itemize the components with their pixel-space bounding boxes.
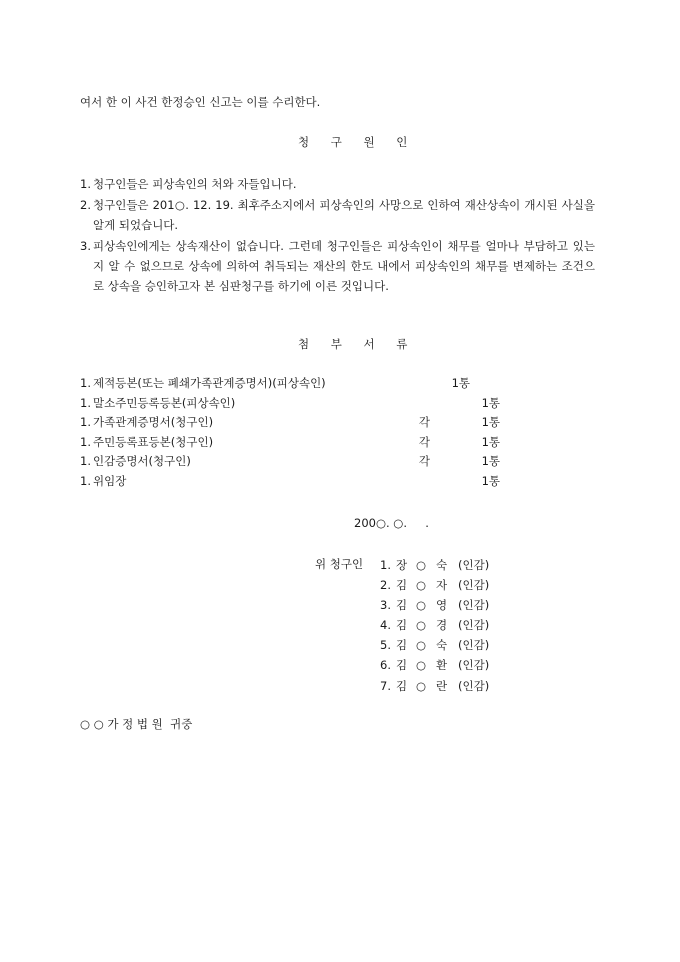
attachment-quantity: 1통	[481, 454, 500, 469]
court-addressee: ○ ○ 가 정 법 원 귀중	[80, 717, 193, 731]
attachment-name: 인감증명서(청구인)	[93, 454, 191, 469]
claimant-mid: ○	[416, 558, 427, 572]
claimant-given: 자	[436, 578, 448, 592]
claimant-surname: 김	[396, 578, 408, 592]
attachment-each: 각	[418, 454, 430, 469]
attachment-name: 위임장	[93, 473, 127, 488]
attachment-item	[80, 433, 520, 453]
seal-mark: (인감)	[458, 578, 490, 592]
item-number: 1.	[80, 395, 91, 410]
attachment-item	[80, 472, 520, 492]
claimant-surname: 김	[396, 598, 408, 612]
claimant-row	[380, 676, 489, 696]
seal-mark: (인감)	[458, 558, 490, 572]
claimant-name	[396, 676, 458, 696]
claimant-given: 란	[436, 679, 448, 693]
claimant-name	[396, 635, 458, 655]
attachments-heading: 첨 부 서 류	[298, 337, 417, 351]
claimant-mid: ○	[416, 618, 427, 632]
claimant-mid: ○	[416, 679, 427, 693]
claimant-given: 환	[436, 658, 448, 672]
claimant-row	[380, 635, 489, 655]
attachment-quantity: 1통	[481, 434, 500, 449]
claimant-row	[380, 655, 489, 675]
attachment-quantity: 1통	[481, 395, 500, 410]
claimant-name	[396, 575, 458, 595]
claimant-surname: 김	[396, 638, 408, 652]
claimant-label: 위 청구인	[315, 557, 364, 571]
attachment-item	[80, 452, 520, 472]
claimant-row	[380, 555, 489, 575]
item-number: 1.	[80, 177, 91, 191]
claimant-mid: ○	[416, 638, 427, 652]
item-number: 3.	[80, 239, 91, 253]
claimant-surname: 장	[396, 558, 408, 572]
claimant-number: 3.	[380, 598, 391, 612]
claimant-mid: ○	[416, 598, 427, 612]
claimant-mid: ○	[416, 578, 427, 592]
attachment-each: 각	[418, 415, 430, 430]
claimant-number: 1.	[380, 558, 391, 572]
claim-reason-item	[80, 174, 595, 194]
claim-reason-item	[80, 236, 595, 296]
item-number: 1.	[80, 376, 91, 390]
intro-line: 여서 한 이 사건 한정승인 신고는 이를 수리한다.	[80, 95, 321, 109]
filing-date: 200○. ○. .	[354, 516, 429, 530]
claim-reason-item	[80, 195, 595, 235]
attachment-item	[80, 374, 520, 394]
claimant-surname: 김	[396, 658, 408, 672]
attachment-name: 제적등본(또는 폐쇄가족관계증명서)(피상속인)	[93, 376, 326, 390]
attachment-quantity: 1통	[481, 415, 500, 430]
claimant-given: 숙	[436, 558, 448, 572]
item-number: 2.	[80, 198, 91, 212]
item-number: 1.	[80, 454, 91, 469]
claim-reason-heading: 청 구 원 인	[298, 135, 417, 149]
item-text: 청구인들은 피상속인의 처와 자들입니다.	[93, 177, 297, 191]
item-number: 1.	[80, 473, 91, 488]
attachment-item	[80, 394, 520, 414]
seal-mark: (인감)	[458, 679, 490, 693]
attachment-quantity: 1통	[451, 376, 470, 390]
claimant-given: 경	[436, 618, 448, 632]
claimant-given: 숙	[436, 638, 448, 652]
claimant-number: 6.	[380, 658, 391, 672]
claimant-row	[380, 575, 489, 595]
item-number: 1.	[80, 434, 91, 449]
claimant-name	[396, 595, 458, 615]
claimant-number: 2.	[380, 578, 391, 592]
claimant-row	[380, 615, 489, 635]
claimant-number: 4.	[380, 618, 391, 632]
seal-mark: (인감)	[458, 598, 490, 612]
attachment-quantity: 1통	[481, 473, 500, 488]
claim-reason-list	[80, 174, 595, 296]
claimant-name	[396, 615, 458, 635]
claimant-mid: ○	[416, 658, 427, 672]
claimant-surname: 김	[396, 679, 408, 693]
claimant-number: 5.	[380, 638, 391, 652]
attachments-list	[80, 374, 520, 492]
claimant-name	[396, 555, 458, 575]
attachment-item	[80, 413, 520, 433]
claimant-number: 7.	[380, 679, 391, 693]
claimant-name	[396, 655, 458, 675]
claimant-row	[380, 595, 489, 615]
attachment-name: 가족관계증명서(청구인)	[93, 415, 214, 430]
attachment-name: 주민등록표등본(청구인)	[93, 434, 214, 449]
item-number: 1.	[80, 415, 91, 430]
claimant-surname: 김	[396, 618, 408, 632]
seal-mark: (인감)	[458, 618, 490, 632]
claimant-given: 영	[436, 598, 448, 612]
item-text: 피상속인에게는 상속재산이 없습니다. 그런데 청구인들은 피상속인이 채무를 얼마나 부담하고 있는지 알 수 없으므로 상속에 의하여 취득되는 재산의 한도 내에서 피상속인의 채무를 변제하는 조건으로 상속을 승인하고자 본 심판청구를 하기에 이른 것입니다.	[93, 239, 595, 293]
attachment-name: 말소주민등록등본(피상속인)	[93, 395, 236, 410]
item-text: 청구인들은 201○. 12. 19. 최후주소지에서 피상속인의 사망으로 인하여 재산상속이 개시된 사실을 알게 되었습니다.	[93, 198, 595, 232]
seal-mark: (인감)	[458, 658, 490, 672]
seal-mark: (인감)	[458, 638, 490, 652]
attachment-each: 각	[418, 434, 430, 449]
